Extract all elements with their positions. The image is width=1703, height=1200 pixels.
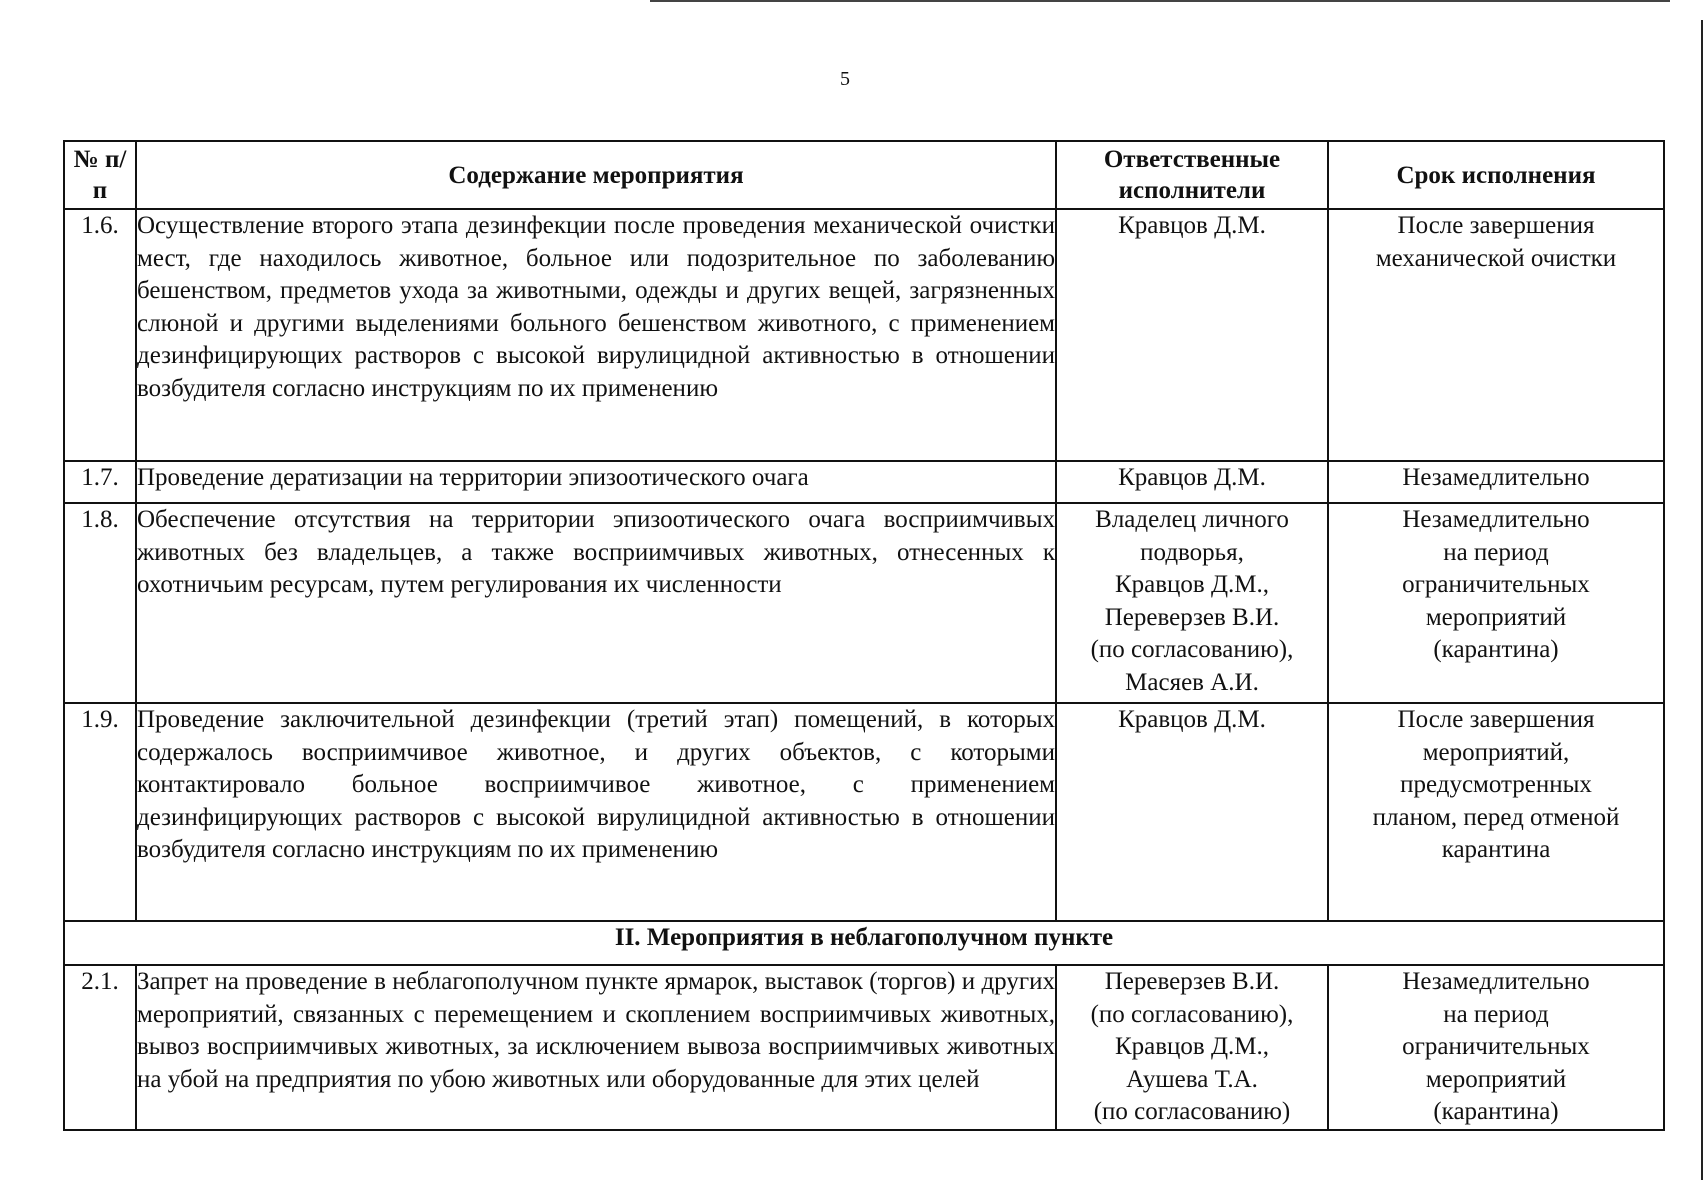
- row-number: 1.6.: [64, 209, 136, 461]
- row-number: 1.7.: [64, 461, 136, 503]
- deadline-line: предусмотренных: [1400, 771, 1592, 798]
- row-responsible: [1056, 503, 1328, 703]
- row-content-text: Проведение заключительной дезинфекции (третий этап) помещений, в которых содержалось восприимчивое животное, и других объектов, с которыми контактировало больное восприимчивое животное, с применением дезинфицирующих растворов с высокой вирулицидной активностью в отношении возбудителя согласно инструкциям по их применению: [137, 706, 1055, 863]
- row-content-text: Осуществление второго этапа дезинфекции после проведения механической очистки мест, где находилось животное, больное или подозрительное по заболеванию бешенством, предметов ухода за животными, одежды и других вещей, загрязненных слюной и другими выделениями больного бешенством животного, с применением дезинфицирующих растворов с высокой вирулицидной активностью в отношении возбудителя согласно инструкциям по их применению: [137, 212, 1055, 402]
- row-number: 1.8.: [64, 503, 136, 703]
- responsible-line: Кравцов Д.М.: [1118, 464, 1266, 491]
- responsible-line: (по согласованию),: [1090, 1000, 1294, 1028]
- deadline-line: на период: [1443, 1000, 1549, 1028]
- table-row: [64, 703, 1664, 921]
- measures-table: [63, 140, 1665, 1131]
- row-deadline: [1328, 965, 1664, 1130]
- deadline-line: карантина: [1441, 836, 1551, 863]
- row-responsible: [1056, 703, 1328, 921]
- row-number: 2.1.: [64, 965, 136, 1130]
- deadline-line: ограничительных: [1402, 1033, 1590, 1060]
- deadline-line: мероприятий: [1425, 1065, 1567, 1093]
- row-content: [136, 503, 1056, 703]
- row-content-text: Запрет на проведение в неблагополучном пункте ярмарок, выставок (торгов) и других мероприятий, связанных с перемещением и скоплением восприимчивых животных, вывоз восприимчивых животных, за исключением вывоза восприимчивых животных на убой на предприятия по убою животных или оборудованные для этих целей: [137, 968, 1055, 1093]
- row-deadline: [1328, 461, 1664, 503]
- deadline-line: ограничительных: [1402, 571, 1590, 598]
- row-content-text: Обеспечение отсутствия на территории эпизоотического очага восприимчивых животных без владельцев, а также восприимчивых животных, отнесенных к охотничьим ресурсам, путем регулирования их численности: [137, 506, 1055, 598]
- deadline-line: механической очистки: [1375, 244, 1617, 272]
- page-top-rule: [650, 0, 1670, 2]
- row-responsible: [1056, 965, 1328, 1130]
- row-content: [136, 965, 1056, 1130]
- header-num: № п/п: [64, 141, 136, 209]
- deadline-line: мероприятий: [1425, 603, 1567, 631]
- responsible-line: Масяев А.И.: [1125, 668, 1259, 696]
- deadline-line: Незамедлительно: [1402, 506, 1590, 533]
- deadline-line: планом, перед отменой: [1372, 803, 1620, 831]
- section-heading-row: [64, 921, 1664, 965]
- row-responsible: [1056, 461, 1328, 503]
- responsible-line: Кравцов Д.М.: [1118, 706, 1266, 733]
- table-row: [64, 965, 1664, 1130]
- deadline-line: После завершения: [1397, 212, 1595, 239]
- section-heading: II. Мероприятия в неблагополучном пункте: [64, 921, 1664, 965]
- header-responsible: Ответственные исполнители: [1056, 141, 1328, 209]
- deadline-line: на период: [1443, 538, 1549, 566]
- responsible-line: (по согласованию),: [1090, 636, 1294, 663]
- row-responsible: [1056, 209, 1328, 461]
- table-header-row: [64, 141, 1664, 209]
- responsible-line: Кравцов Д.М.,: [1114, 1033, 1270, 1060]
- responsible-line: Владелец личного: [1095, 506, 1289, 533]
- deadline-line: (карантина): [1433, 1098, 1559, 1125]
- row-content: [136, 703, 1056, 921]
- row-deadline: [1328, 503, 1664, 703]
- deadline-line: Незамедлительно: [1402, 968, 1590, 995]
- deadline-line: (карантина): [1433, 636, 1559, 663]
- responsible-line: подворья,: [1140, 538, 1244, 566]
- header-content: Содержание мероприятия: [136, 141, 1056, 209]
- responsible-line: (по согласованию): [1093, 1098, 1291, 1125]
- row-content-text: Проведение дератизации на территории эпизоотического очага: [137, 464, 809, 491]
- deadline-line: мероприятий,: [1422, 738, 1570, 766]
- row-deadline: [1328, 703, 1664, 921]
- responsible-line: Переверзев В.И.: [1104, 968, 1280, 995]
- page-number: 5: [840, 68, 850, 90]
- responsible-line: Аушева Т.А.: [1126, 1065, 1258, 1093]
- row-content: [136, 209, 1056, 461]
- header-deadline: Срок исполнения: [1328, 141, 1664, 209]
- row-deadline: [1328, 209, 1664, 461]
- row-content: [136, 461, 1056, 503]
- table-row: [64, 209, 1664, 461]
- deadline-line: Незамедлительно: [1402, 464, 1590, 491]
- responsible-line: Кравцов Д.М.: [1118, 212, 1266, 239]
- table-row: [64, 503, 1664, 703]
- table-row: [64, 461, 1664, 503]
- row-number: 1.9.: [64, 703, 136, 921]
- responsible-line: Кравцов Д.М.,: [1114, 571, 1270, 598]
- deadline-line: После завершения: [1397, 706, 1595, 733]
- responsible-line: Переверзев В.И.: [1104, 603, 1280, 631]
